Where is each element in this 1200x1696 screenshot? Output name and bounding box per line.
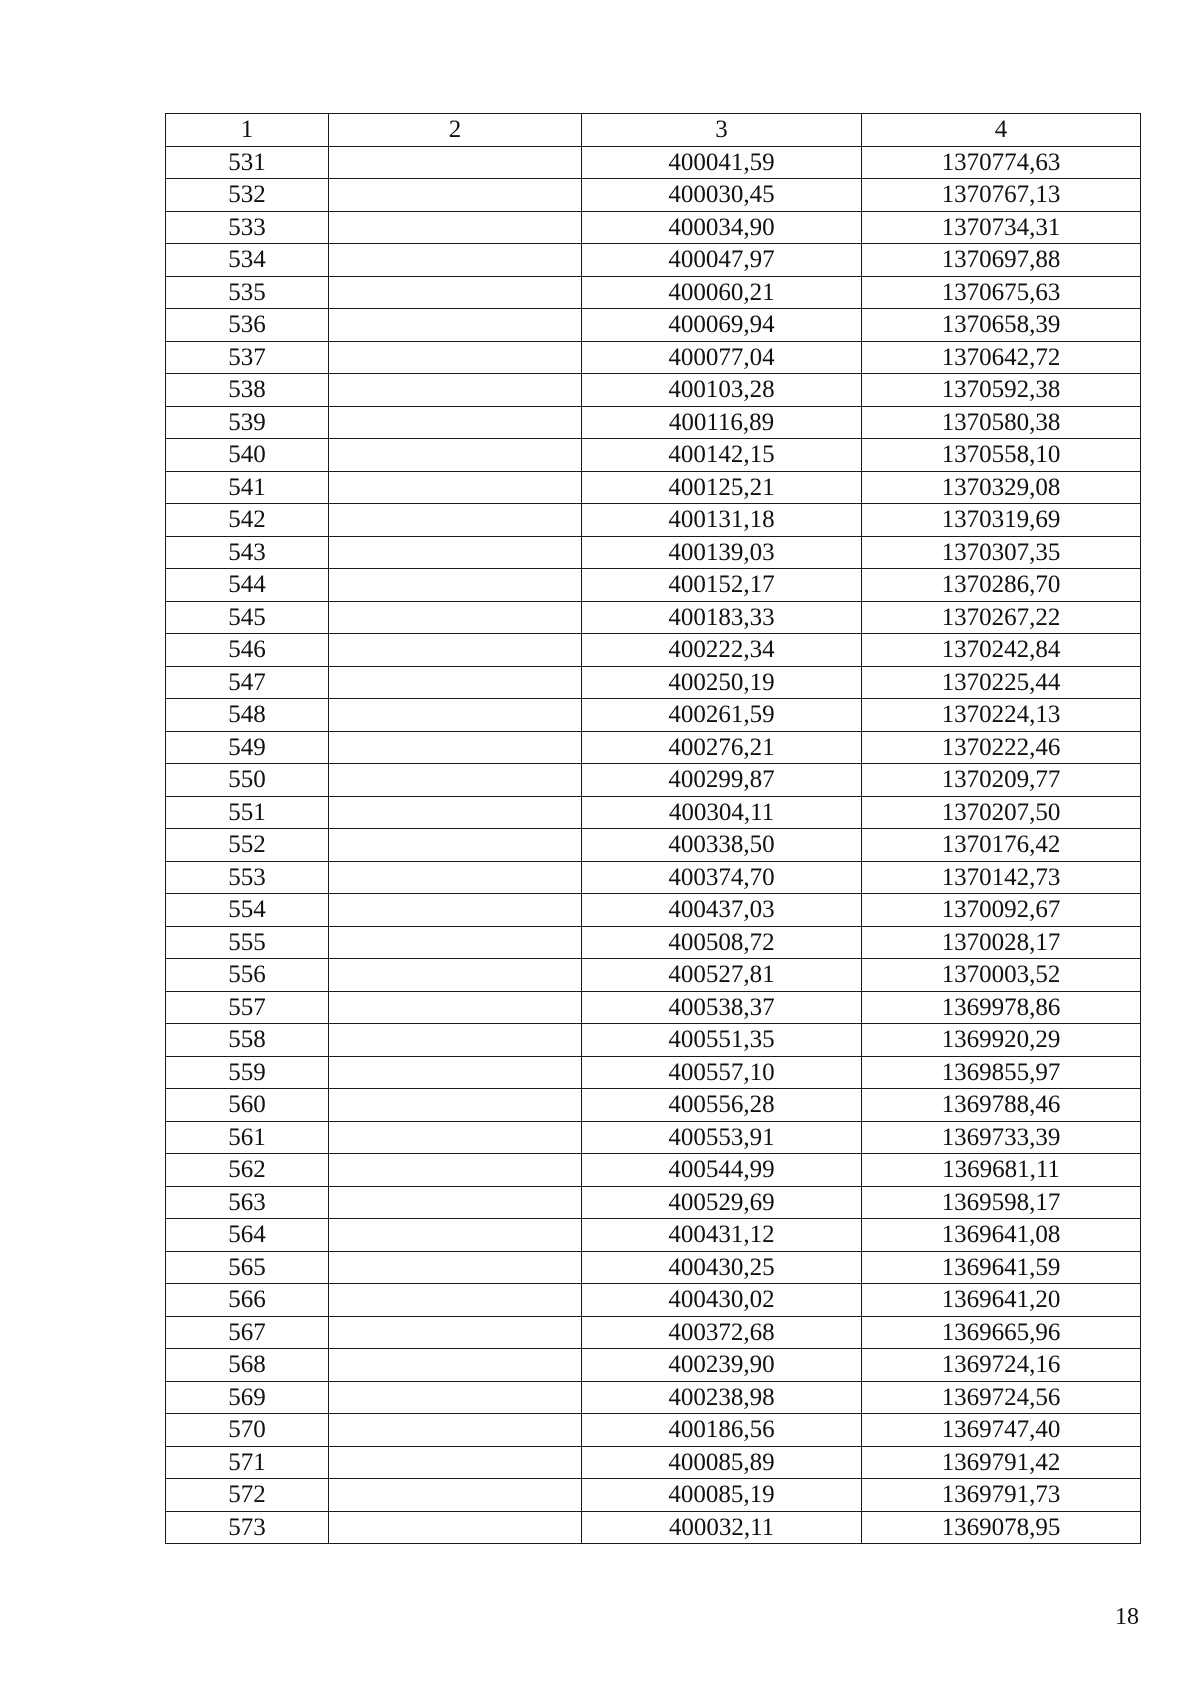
table-row	[166, 796, 1141, 829]
y-coordinate-cell: 1370319,69	[862, 504, 1141, 537]
table-row	[166, 1089, 1141, 1122]
table-row	[166, 601, 1141, 634]
x-coordinate-cell: 400250,19	[582, 666, 862, 699]
x-coordinate-cell: 400299,87	[582, 764, 862, 797]
name-cell	[329, 309, 582, 342]
y-coordinate-cell: 1369788,46	[862, 1089, 1141, 1122]
y-coordinate-cell: 1369681,11	[862, 1154, 1141, 1187]
y-coordinate-cell: 1370592,38	[862, 374, 1141, 407]
page-number: 18	[1115, 1604, 1139, 1630]
table-row	[166, 959, 1141, 992]
x-coordinate-cell: 400085,19	[582, 1479, 862, 1512]
name-cell	[329, 1186, 582, 1219]
table-row	[166, 1479, 1141, 1512]
y-coordinate-cell: 1370267,22	[862, 601, 1141, 634]
x-coordinate-cell: 400553,91	[582, 1121, 862, 1154]
y-coordinate-cell: 1369791,73	[862, 1479, 1141, 1512]
table-row	[166, 634, 1141, 667]
x-coordinate-cell: 400430,02	[582, 1284, 862, 1317]
table-row	[166, 569, 1141, 602]
y-coordinate-cell: 1370028,17	[862, 926, 1141, 959]
name-cell	[329, 894, 582, 927]
table-row	[166, 244, 1141, 277]
point-number-cell: 539	[166, 406, 329, 439]
name-cell	[329, 1219, 582, 1252]
table-row	[166, 731, 1141, 764]
point-number-cell: 573	[166, 1511, 329, 1544]
name-cell	[329, 796, 582, 829]
x-coordinate-cell: 400030,45	[582, 179, 862, 212]
y-coordinate-cell: 1370675,63	[862, 276, 1141, 309]
table-row	[166, 861, 1141, 894]
point-number-cell: 558	[166, 1024, 329, 1057]
point-number-cell: 533	[166, 211, 329, 244]
name-cell	[329, 569, 582, 602]
table-row	[166, 699, 1141, 732]
point-number-cell: 540	[166, 439, 329, 472]
point-number-cell: 556	[166, 959, 329, 992]
point-number-cell: 551	[166, 796, 329, 829]
x-coordinate-cell: 400556,28	[582, 1089, 862, 1122]
x-coordinate-cell: 400551,35	[582, 1024, 862, 1057]
point-number-cell: 563	[166, 1186, 329, 1219]
name-cell	[329, 1381, 582, 1414]
coordinates-table	[165, 113, 1141, 1544]
name-cell	[329, 666, 582, 699]
name-cell	[329, 1316, 582, 1349]
name-cell	[329, 504, 582, 537]
y-coordinate-cell: 1370658,39	[862, 309, 1141, 342]
table-row	[166, 1219, 1141, 1252]
table-row	[166, 1154, 1141, 1187]
point-number-cell: 565	[166, 1251, 329, 1284]
point-number-cell: 541	[166, 471, 329, 504]
table-row	[166, 1024, 1141, 1057]
point-number-cell: 559	[166, 1056, 329, 1089]
point-number-cell: 561	[166, 1121, 329, 1154]
point-number-cell: 532	[166, 179, 329, 212]
point-number-cell: 549	[166, 731, 329, 764]
name-cell	[329, 341, 582, 374]
name-cell	[329, 276, 582, 309]
y-coordinate-cell: 1370224,13	[862, 699, 1141, 732]
x-coordinate-cell: 400116,89	[582, 406, 862, 439]
x-coordinate-cell: 400304,11	[582, 796, 862, 829]
point-number-cell: 548	[166, 699, 329, 732]
table-row	[166, 1414, 1141, 1447]
y-coordinate-cell: 1369598,17	[862, 1186, 1141, 1219]
y-coordinate-cell: 1370242,84	[862, 634, 1141, 667]
x-coordinate-cell: 400142,15	[582, 439, 862, 472]
point-number-cell: 536	[166, 309, 329, 342]
x-coordinate-cell: 400103,28	[582, 374, 862, 407]
y-coordinate-cell: 1370286,70	[862, 569, 1141, 602]
table-row	[166, 1056, 1141, 1089]
point-number-cell: 543	[166, 536, 329, 569]
point-number-cell: 557	[166, 991, 329, 1024]
x-coordinate-cell: 400047,97	[582, 244, 862, 277]
point-number-cell: 562	[166, 1154, 329, 1187]
point-number-cell: 552	[166, 829, 329, 862]
y-coordinate-cell: 1370003,52	[862, 959, 1141, 992]
y-coordinate-cell: 1369855,97	[862, 1056, 1141, 1089]
x-coordinate-cell: 400152,17	[582, 569, 862, 602]
x-coordinate-cell: 400276,21	[582, 731, 862, 764]
x-coordinate-cell: 400077,04	[582, 341, 862, 374]
column-header-2: 2	[329, 114, 582, 147]
x-coordinate-cell: 400222,34	[582, 634, 862, 667]
y-coordinate-cell: 1370092,67	[862, 894, 1141, 927]
name-cell	[329, 471, 582, 504]
x-coordinate-cell: 400544,99	[582, 1154, 862, 1187]
x-coordinate-cell: 400431,12	[582, 1219, 862, 1252]
y-coordinate-cell: 1370767,13	[862, 179, 1141, 212]
y-coordinate-cell: 1370307,35	[862, 536, 1141, 569]
name-cell	[329, 406, 582, 439]
table-row	[166, 374, 1141, 407]
y-coordinate-cell: 1369724,16	[862, 1349, 1141, 1382]
point-number-cell: 570	[166, 1414, 329, 1447]
name-cell	[329, 211, 582, 244]
point-number-cell: 560	[166, 1089, 329, 1122]
x-coordinate-cell: 400557,10	[582, 1056, 862, 1089]
point-number-cell: 550	[166, 764, 329, 797]
table-row	[166, 1316, 1141, 1349]
y-coordinate-cell: 1369641,20	[862, 1284, 1141, 1317]
table-row	[166, 1251, 1141, 1284]
x-coordinate-cell: 400372,68	[582, 1316, 862, 1349]
table-row	[166, 829, 1141, 862]
x-coordinate-cell: 400527,81	[582, 959, 862, 992]
x-coordinate-cell: 400032,11	[582, 1511, 862, 1544]
y-coordinate-cell: 1370222,46	[862, 731, 1141, 764]
x-coordinate-cell: 400125,21	[582, 471, 862, 504]
y-coordinate-cell: 1370774,63	[862, 146, 1141, 179]
point-number-cell: 554	[166, 894, 329, 927]
x-coordinate-cell: 400060,21	[582, 276, 862, 309]
point-number-cell: 572	[166, 1479, 329, 1512]
name-cell	[329, 829, 582, 862]
point-number-cell: 545	[166, 601, 329, 634]
x-coordinate-cell: 400041,59	[582, 146, 862, 179]
table-row	[166, 341, 1141, 374]
table-row	[166, 1284, 1141, 1317]
name-cell	[329, 731, 582, 764]
x-coordinate-cell: 400538,37	[582, 991, 862, 1024]
name-cell	[329, 536, 582, 569]
table-row	[166, 309, 1141, 342]
x-coordinate-cell: 400034,90	[582, 211, 862, 244]
name-cell	[329, 439, 582, 472]
column-header-4: 4	[862, 114, 1141, 147]
point-number-cell: 542	[166, 504, 329, 537]
x-coordinate-cell: 400183,33	[582, 601, 862, 634]
name-cell	[329, 601, 582, 634]
table-header-row	[166, 114, 1141, 147]
table-row	[166, 146, 1141, 179]
table-row	[166, 536, 1141, 569]
name-cell	[329, 1511, 582, 1544]
name-cell	[329, 926, 582, 959]
y-coordinate-cell: 1369641,59	[862, 1251, 1141, 1284]
name-cell	[329, 634, 582, 667]
y-coordinate-cell: 1370580,38	[862, 406, 1141, 439]
point-number-cell: 564	[166, 1219, 329, 1252]
y-coordinate-cell: 1369665,96	[862, 1316, 1141, 1349]
x-coordinate-cell: 400338,50	[582, 829, 862, 862]
y-coordinate-cell: 1369724,56	[862, 1381, 1141, 1414]
table-body	[166, 146, 1141, 1544]
x-coordinate-cell: 400139,03	[582, 536, 862, 569]
y-coordinate-cell: 1369920,29	[862, 1024, 1141, 1057]
y-coordinate-cell: 1370329,08	[862, 471, 1141, 504]
name-cell	[329, 1024, 582, 1057]
table-row	[166, 439, 1141, 472]
y-coordinate-cell: 1370558,10	[862, 439, 1141, 472]
name-cell	[329, 179, 582, 212]
name-cell	[329, 959, 582, 992]
table-row	[166, 666, 1141, 699]
y-coordinate-cell: 1370176,42	[862, 829, 1141, 862]
x-coordinate-cell: 400430,25	[582, 1251, 862, 1284]
y-coordinate-cell: 1370734,31	[862, 211, 1141, 244]
y-coordinate-cell: 1370207,50	[862, 796, 1141, 829]
point-number-cell: 553	[166, 861, 329, 894]
table-row	[166, 764, 1141, 797]
y-coordinate-cell: 1370225,44	[862, 666, 1141, 699]
y-coordinate-cell: 1370642,72	[862, 341, 1141, 374]
x-coordinate-cell: 400238,98	[582, 1381, 862, 1414]
table-row	[166, 406, 1141, 439]
table-row	[166, 504, 1141, 537]
name-cell	[329, 374, 582, 407]
x-coordinate-cell: 400069,94	[582, 309, 862, 342]
name-cell	[329, 861, 582, 894]
name-cell	[329, 1446, 582, 1479]
point-number-cell: 568	[166, 1349, 329, 1382]
y-coordinate-cell: 1369641,08	[862, 1219, 1141, 1252]
name-cell	[329, 1414, 582, 1447]
x-coordinate-cell: 400374,70	[582, 861, 862, 894]
name-cell	[329, 764, 582, 797]
point-number-cell: 535	[166, 276, 329, 309]
point-number-cell: 538	[166, 374, 329, 407]
y-coordinate-cell: 1369078,95	[862, 1511, 1141, 1544]
point-number-cell: 534	[166, 244, 329, 277]
point-number-cell: 531	[166, 146, 329, 179]
name-cell	[329, 991, 582, 1024]
name-cell	[329, 1284, 582, 1317]
table-row	[166, 211, 1141, 244]
y-coordinate-cell: 1370209,77	[862, 764, 1141, 797]
y-coordinate-cell: 1370697,88	[862, 244, 1141, 277]
point-number-cell: 571	[166, 1446, 329, 1479]
y-coordinate-cell: 1369733,39	[862, 1121, 1141, 1154]
name-cell	[329, 1154, 582, 1187]
y-coordinate-cell: 1369791,42	[862, 1446, 1141, 1479]
x-coordinate-cell: 400508,72	[582, 926, 862, 959]
table-row	[166, 991, 1141, 1024]
name-cell	[329, 1121, 582, 1154]
name-cell	[329, 1251, 582, 1284]
table-row	[166, 1349, 1141, 1382]
x-coordinate-cell: 400085,89	[582, 1446, 862, 1479]
table-row	[166, 1186, 1141, 1219]
table-row	[166, 1446, 1141, 1479]
x-coordinate-cell: 400239,90	[582, 1349, 862, 1382]
table-row	[166, 1121, 1141, 1154]
name-cell	[329, 1089, 582, 1122]
x-coordinate-cell: 400437,03	[582, 894, 862, 927]
column-header-1: 1	[166, 114, 329, 147]
point-number-cell: 546	[166, 634, 329, 667]
point-number-cell: 567	[166, 1316, 329, 1349]
y-coordinate-cell: 1369978,86	[862, 991, 1141, 1024]
table-row	[166, 894, 1141, 927]
point-number-cell: 569	[166, 1381, 329, 1414]
x-coordinate-cell: 400186,56	[582, 1414, 862, 1447]
name-cell	[329, 146, 582, 179]
y-coordinate-cell: 1370142,73	[862, 861, 1141, 894]
x-coordinate-cell: 400261,59	[582, 699, 862, 732]
point-number-cell: 555	[166, 926, 329, 959]
table-row	[166, 926, 1141, 959]
table-row	[166, 1381, 1141, 1414]
table-row	[166, 276, 1141, 309]
point-number-cell: 566	[166, 1284, 329, 1317]
name-cell	[329, 244, 582, 277]
table-row	[166, 179, 1141, 212]
x-coordinate-cell: 400529,69	[582, 1186, 862, 1219]
name-cell	[329, 1349, 582, 1382]
name-cell	[329, 1056, 582, 1089]
x-coordinate-cell: 400131,18	[582, 504, 862, 537]
table-row	[166, 471, 1141, 504]
name-cell	[329, 1479, 582, 1512]
point-number-cell: 544	[166, 569, 329, 602]
name-cell	[329, 699, 582, 732]
column-header-3: 3	[582, 114, 862, 147]
table-row	[166, 1511, 1141, 1544]
point-number-cell: 537	[166, 341, 329, 374]
y-coordinate-cell: 1369747,40	[862, 1414, 1141, 1447]
point-number-cell: 547	[166, 666, 329, 699]
